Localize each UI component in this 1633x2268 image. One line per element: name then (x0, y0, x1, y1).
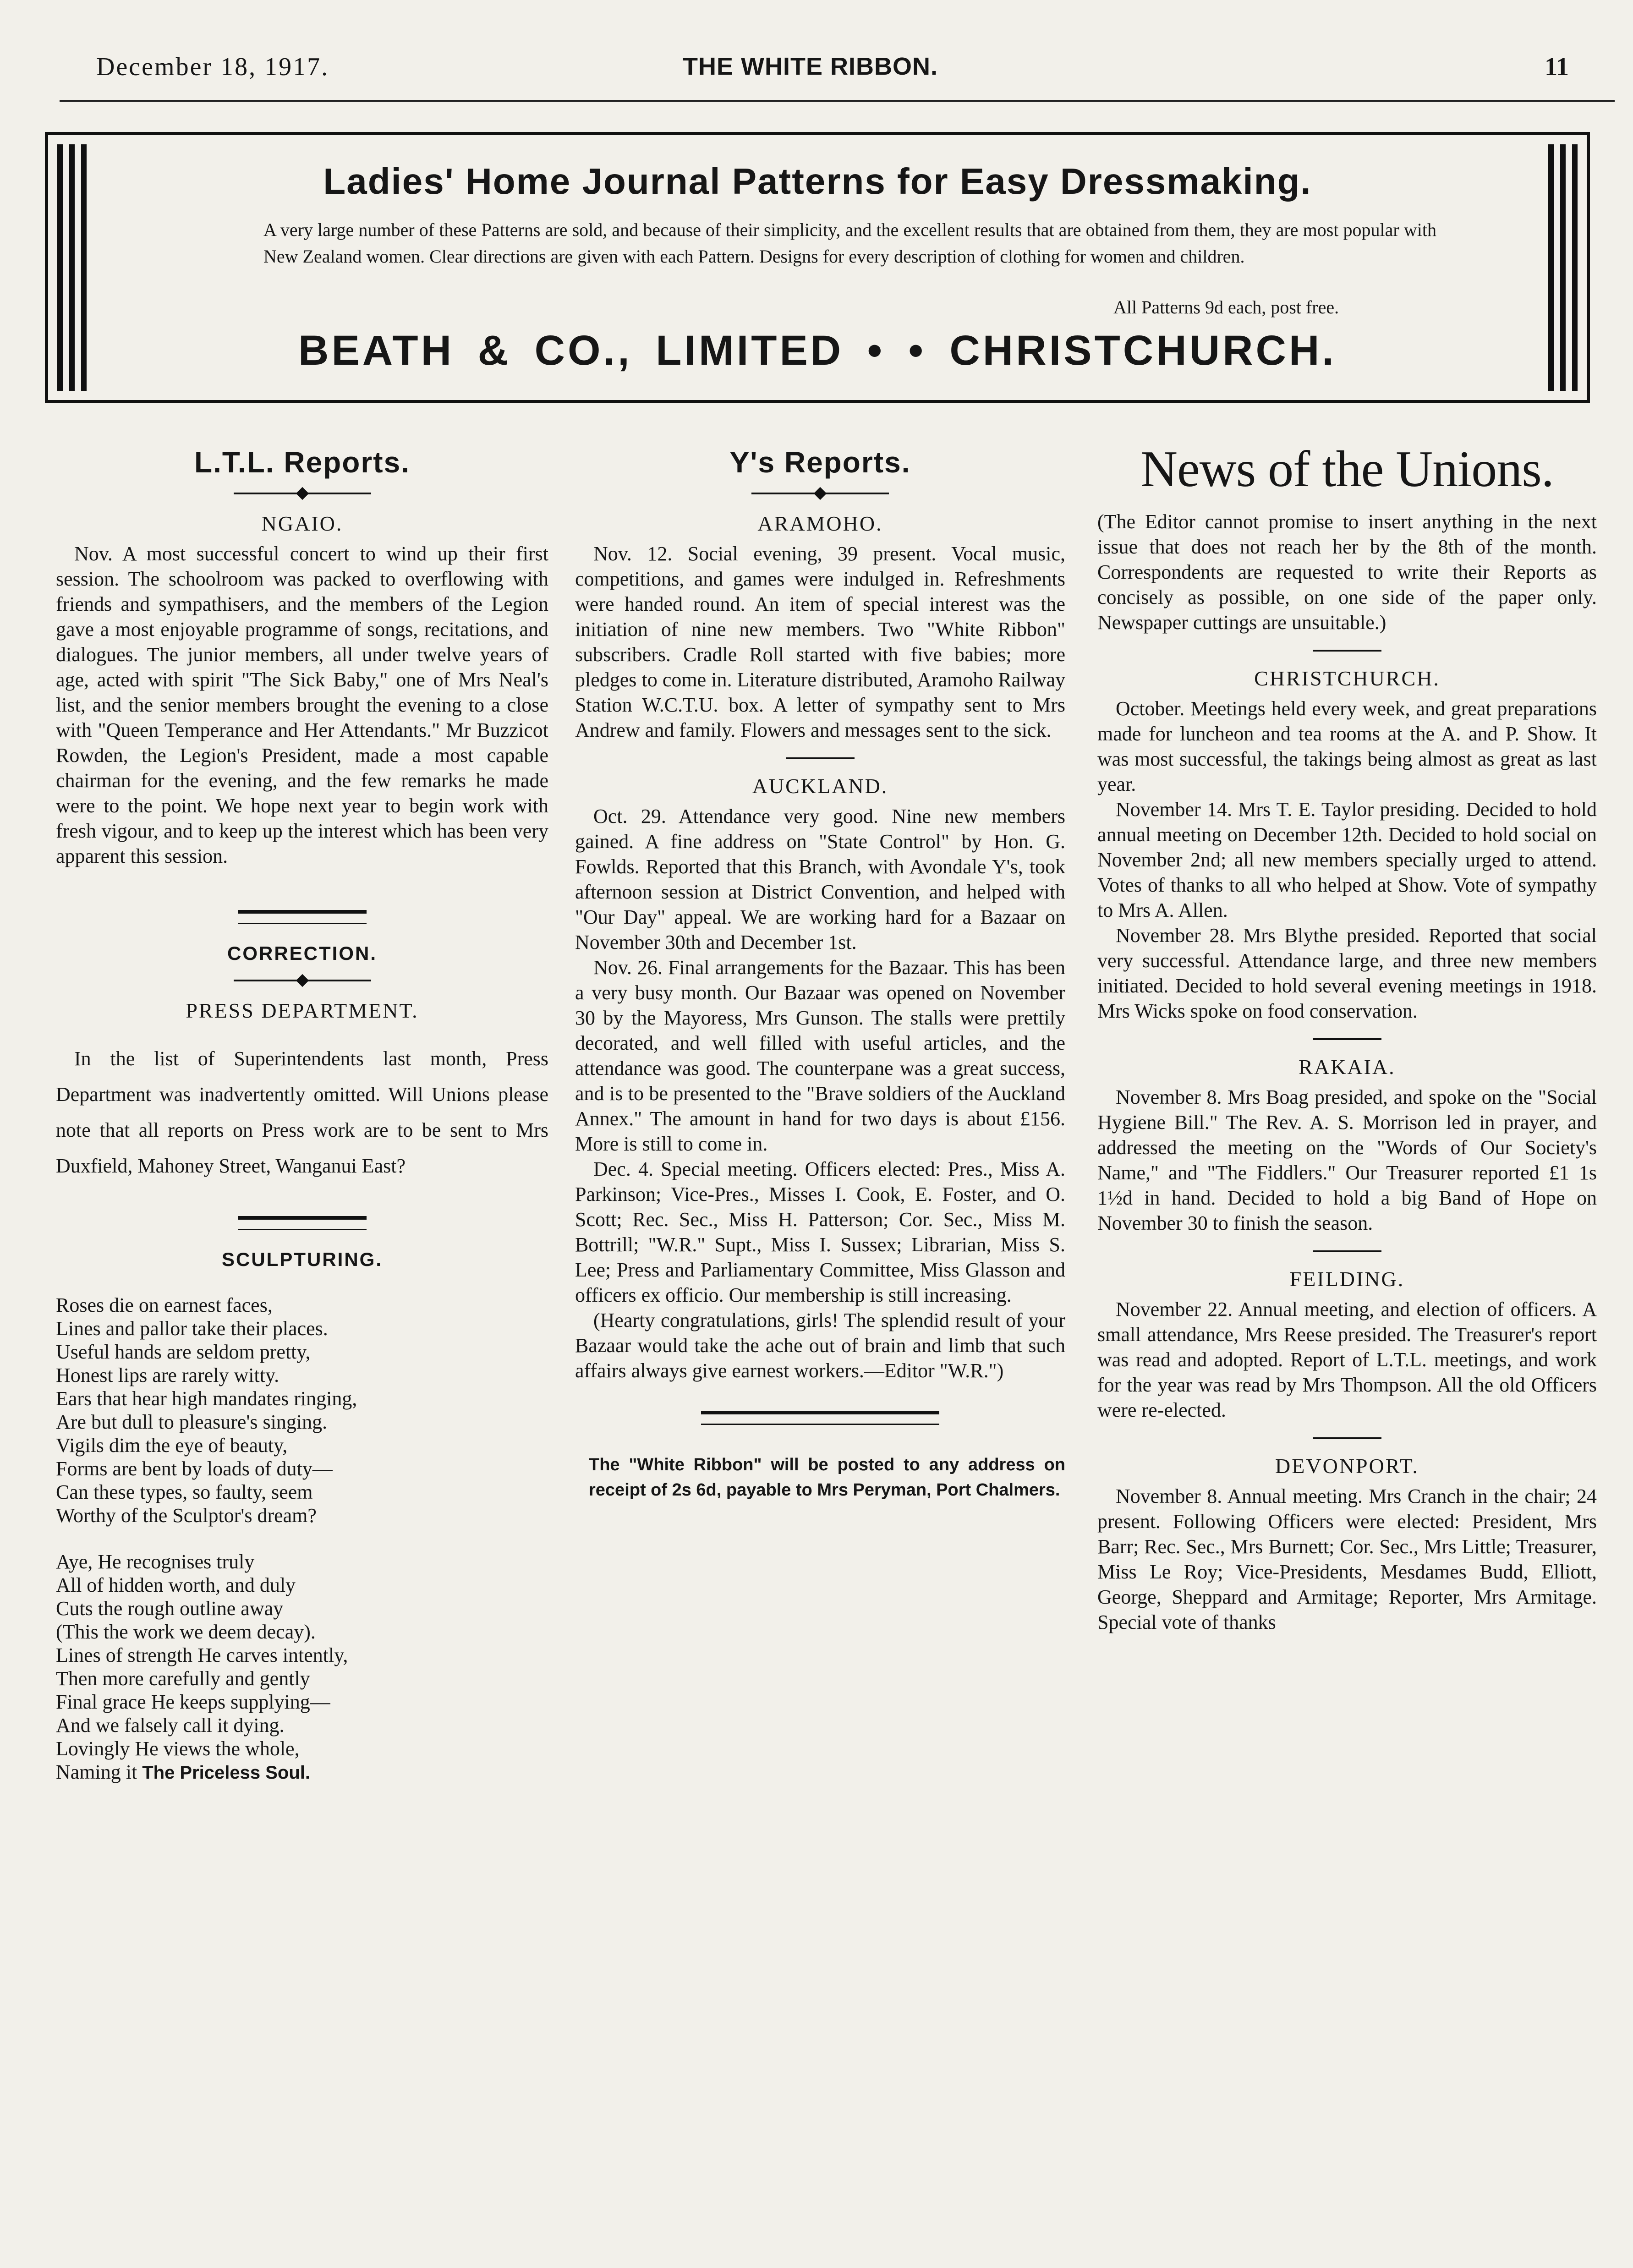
ornament-rule (751, 488, 889, 499)
separator-rule (1313, 1250, 1381, 1252)
double-rule (238, 910, 367, 924)
poem-last-line (56, 1760, 548, 1785)
separator-rule (1313, 1437, 1381, 1439)
column-news-of-unions (1097, 426, 1597, 1635)
report-text: November 22. Annual meeting, and election of officers. A small attendance, Mrs Reese presided. The Treasurer's report was read and adopted. Report of L.T.L. meetings, and work for the year was read by Mrs Thompson. All the old Officers were re-elected. (1097, 1298, 1597, 1421)
column-ltl-reports (56, 426, 548, 1785)
poem-line-bold: The Priceless Soul. (142, 1763, 311, 1783)
poem-line: Forms are bent by loads of duty— (56, 1457, 333, 1480)
report-text: Dec. 4. Special meeting. Officers elected: Pres., Miss A. Parkinson; Vice-Pres., Misses I. Cook, E. Foster, and O. Scott; Rec. Sec., Miss H. Patterson; Cor. Sec., Miss M. Bottrill; "W.R." Supt., Miss I. Sussex; Librarian, Miss S. Lee; Press and Parliamentary Committee, Miss Glasson and officers ex officio. Our membership is still increasing. (575, 1158, 1065, 1306)
report-text: Nov. A most successful concert to wind up their first session. The schoolroom was packed to overflowing with friends and sympathisers, and the members of the Legion gave a most enjoyable programme of songs, recitations, and dialogues. The junior members, all under twelve years of age, acted with spirit "The Sick Baby," one of Mrs Neal's list, and the senior members brought the evening to a close with "Queen Temperance and Her Attendants." Mr Buzzicot Rowden, the Legion's President, made a most capable chairman for the evening, and the few remarks he made were to the point. We hope next year to begin work with fresh vigour, and to keep up the interest which has been very apparent this session. (56, 542, 548, 867)
advertisement-box (45, 132, 1590, 403)
ad-headline: Ladies' Home Journal Patterns for Easy Dressmaking. (323, 161, 1312, 202)
union-heading: CHRISTCHURCH. (1254, 667, 1440, 690)
union-heading: FEILDING. (1289, 1267, 1405, 1291)
masthead-title: THE WHITE RIBBON. (683, 53, 938, 80)
editor-notice: (The Editor cannot promise to insert anything in the next issue that does not reach her by the 8th of the month. Correspondents are requested to write their Reports as concisely as possible, on one side of the paper only. Newspaper cuttings are unsuitable.) (1097, 510, 1597, 634)
poem-line: Aye, He recognises truly (56, 1550, 255, 1573)
section-heading: L.T.L. Reports. (194, 446, 410, 479)
poem-line: Ears that hear high mandates ringing, (56, 1387, 357, 1410)
poem-line: Cuts the rough outline away (56, 1597, 284, 1620)
poem-line: All of hidden worth, and duly (56, 1574, 296, 1596)
poem-line: Lovingly He views the whole, (56, 1737, 300, 1760)
union-heading: RAKAIA. (1299, 1055, 1396, 1079)
header-rule (60, 100, 1615, 102)
page-number: 11 (1545, 53, 1569, 81)
poem-line: Are but dull to pleasure's singing. (56, 1411, 328, 1433)
poem-line: Then more carefully and gently (56, 1667, 310, 1690)
ad-price: All Patterns 9d each, post free. (1113, 297, 1339, 318)
report-text: November 28. Mrs Blythe presided. Reported that social very successful. Attendance large, and three new members initiated. Decided to hold several evening meetings in 1918. Mrs Wicks spoke on food conservation. (1097, 924, 1597, 1022)
poem-line: Lines of strength He carves intently, (56, 1644, 348, 1666)
poem-title: SCULPTURING. (222, 1249, 383, 1270)
poem-line: And we falsely call it dying. (56, 1714, 285, 1737)
separator-rule (786, 757, 855, 759)
poem-stanza (56, 1550, 548, 1785)
ad-body: A very large number of these Patterns are sold, and because of their simplicity, and the excellent results that are obtained from them, they are most popular with New Zealand women. Clear directions are given with each Pattern. Designs for every description of clothing for women and children. (263, 219, 1436, 267)
double-rule (701, 1411, 939, 1425)
editor-note: (Hearty congratulations, girls! The splendid result of your Bazaar would take the ache out of brain and limb that such affairs always give earnest workers.—Editor "W.R.") (575, 1309, 1065, 1382)
page-header (96, 49, 1583, 91)
sub-heading: PRESS DEPARTMENT. (186, 999, 419, 1022)
report-text: November 8. Mrs Boag presided, and spoke on the "Social Hygiene Bill." The Rev. A. S. Morrison led in prayer, and addressed the meeting on the "Words of Our Society's Name," and "The Fiddlers." Our Treasurer reported £1 1s 1½d in hand. Decided to hold a big Band of Hope on November 30 to finish the season. (1097, 1086, 1597, 1234)
poem-line: Honest lips are rarely witty. (56, 1364, 279, 1386)
report-text: November 14. Mrs T. E. Taylor presiding. Decided to hold annual meeting on December 12th. Decided to hold social on November 2nd; all new members specially urged to attend. Votes of thanks to all who helped at Show. Vote of sympathy to Mrs A. Allen. (1097, 798, 1597, 921)
ornament-rule (234, 975, 371, 986)
report-text: Nov. 12. Social evening, 39 present. Vocal music, competitions, and games were indulged in. Refreshments were handed round. An item of special interest was the initiation of nine new members. Two "White Ribbon" subscribers. Cradle Roll started with five babies; more pledges to come in. Literature distributed, Aramoho Railway Station W.C.T.U. box. A letter of sympathy sent to Mrs Andrew and family. Flowers and messages sent to the sick. (575, 542, 1065, 741)
column-ys-reports (575, 426, 1065, 1503)
poem-line: Roses die on earnest faces, (56, 1294, 273, 1316)
poem-line: Final grace He keeps supplying— (56, 1691, 330, 1713)
separator-rule (1313, 650, 1381, 652)
union-heading: NGAIO. (261, 512, 343, 535)
poem-line: Vigils dim the eye of beauty, (56, 1434, 288, 1457)
poem-line: Worthy of the Sculptor's dream? (56, 1504, 317, 1527)
report-text: Nov. 26. Final arrangements for the Bazaar. This has been a very busy month. Our Bazaar was opened on November 30 by the Mayoress, Mrs Gunson. The stalls were prettily decorated, and well filled with useful articles, and the attendance was good. The counterpane was a great success, and is to be presented to the "Brave soldiers of the Auckland Annex." The amount in hand for two days is about £156. More is still to come in. (575, 956, 1065, 1155)
section-heading: CORRECTION. (227, 942, 377, 964)
poem-line: Lines and pallor take their places. (56, 1317, 328, 1340)
poem-line: Can these types, so faulty, seem (56, 1481, 313, 1503)
correction-text: In the list of Superintendents last month, Press Department was inadvertently omitted. Will Unions please note that all reports on Press work are to be sent to Mrs Duxfield, Mahoney Street, Wanganui East? (56, 1047, 548, 1177)
subscription-notice: The "White Ribbon" will be posted to any address on receipt of 2s 6d, payable to Mrs Peryman, Port Chalmers. (589, 1455, 1065, 1500)
poem-line: Useful hands are seldom pretty, (56, 1341, 311, 1363)
report-text: October. Meetings held every week, and great preparations made for luncheon and tea rooms at the A. and P. Show. It was most successful, the takings being almost as great as last year. (1097, 697, 1597, 795)
double-rule (238, 1216, 367, 1230)
report-text: November 8. Annual meeting. Mrs Cranch in the chair; 24 present. Following Officers were elected: President, Mrs Barr; Rec. Sec., Mrs Burnett; Cor. Sec., Mrs Little; Treasurer, Miss Le Roy; Vice-Presidents, Mesdames Budd, Elliott, George, Sheppard and Armitage; Reporter, Mrs Armitage. Special vote of thanks (1097, 1485, 1597, 1633)
union-heading: AUCKLAND. (752, 774, 888, 798)
ad-firm-name: BEATH & CO., LIMITED • • CHRISTCHURCH. (298, 327, 1337, 374)
poem-stanza (56, 1293, 548, 1527)
union-heading: DEVONPORT. (1275, 1454, 1419, 1478)
issue-date: December 18, 1917. (96, 53, 329, 81)
poem-line: (This the work we deem decay). (56, 1621, 316, 1643)
section-heading: News of the Unions. (1140, 441, 1554, 498)
union-heading: ARAMOHO. (757, 512, 883, 535)
report-text: Oct. 29. Attendance very good. Nine new members gained. A fine address on "State Control" by Hon. G. Fowlds. Reported that this Branch, with Avondale Y's, took afternoon session at District Convention, and helped with "Our Day" appeal. We are working hard for a Bazaar on November 30th and December 1st. (575, 805, 1065, 953)
poem-line-start: Naming it (56, 1761, 142, 1783)
ornament-rule (234, 488, 371, 499)
section-heading: Y's Reports. (729, 446, 911, 479)
separator-rule (1313, 1038, 1381, 1040)
